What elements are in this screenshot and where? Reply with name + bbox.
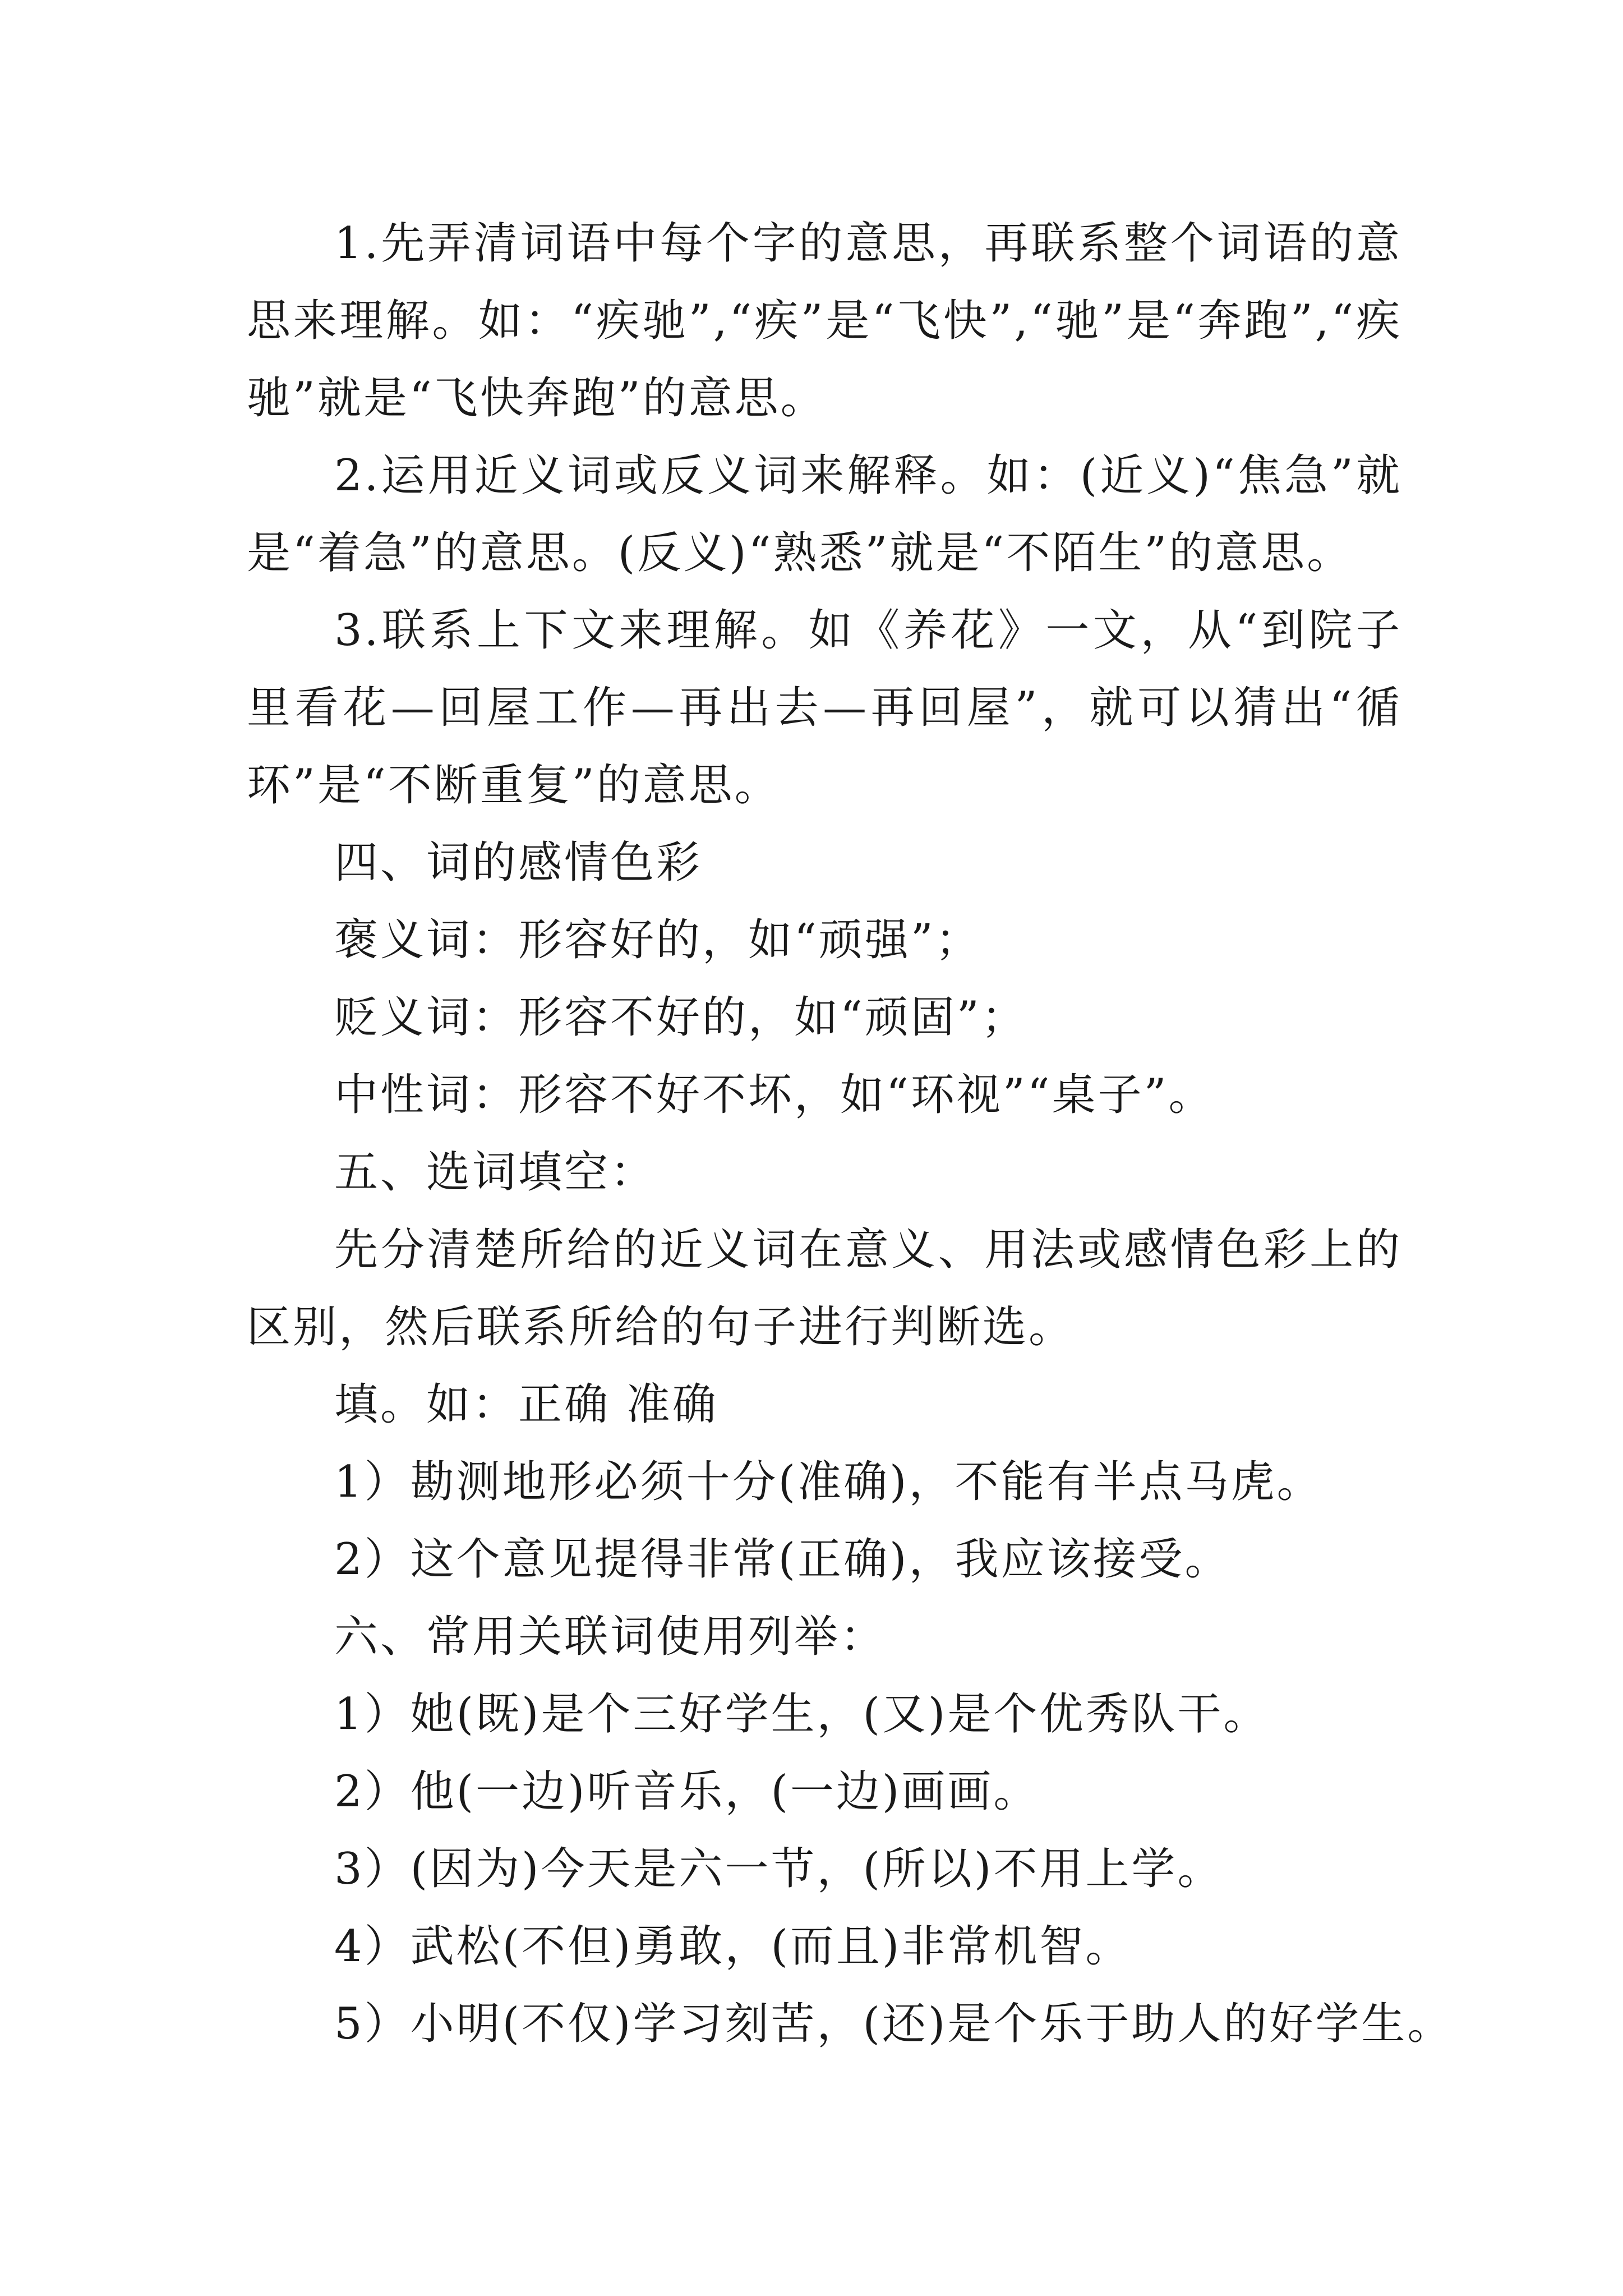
document-body (247, 205, 1454, 2063)
list-item: 3）(因为)今天是六一节，(所以)不用上学。 (334, 1844, 1224, 1894)
list-item: 贬义词：形容不好的，如“顽固”； (334, 992, 1027, 1043)
example-intro: 填。如：正确 准确 (334, 1379, 718, 1430)
paragraph-context: 3.联系上下文来理解。如《养花》一文，从“到院子里看花—回屋工作—再出去—再回屋”，就可以猜出“循环”是“不断重复”的意思。 (247, 605, 1402, 811)
section-heading-conjunctions: 六、常用关联词使用列举： (334, 1612, 887, 1662)
list-item: 4）武松(不但)勇敢，(而且)非常机智。 (334, 1921, 1132, 1972)
paragraph-synonym-antonym: 2.运用近义词或反义词来解释。如：(近义)“焦急”就是“着急”的意思。(反义)“熟悉”就是“不陌生”的意思。 (247, 450, 1402, 578)
list-item: 2）这个意见提得非常(正确)，我应该接受。 (334, 1534, 1231, 1585)
section-heading-sentiment: 四、词的感情色彩 (334, 838, 703, 888)
list-item: 褒义词：形容好的，如“顽强”； (334, 915, 981, 965)
paragraph-word-meaning: 1.先弄清词语中每个字的意思，再联系整个词语的意思来理解。如：“疾驰”,“疾”是“飞快”,“驰”是“奔跑”,“疾驰”就是“飞快奔跑”的意思。 (247, 218, 1402, 424)
list-item: 中性词：形容不好不坏，如“环视”“桌子”。 (334, 1070, 1215, 1120)
section-heading-fill-blank: 五、选词填空： (334, 1147, 657, 1198)
paragraph-fill-blank-instructions: 先分清楚所给的近义词在意义、用法或感情色彩上的区别，然后联系所给的句子进行判断选。 (247, 1225, 1402, 1352)
list-item: 1）勘测地形必须十分(准确)，不能有半点马虎。 (334, 1457, 1323, 1507)
list-item: 2）他(一边)听音乐，(一边)画画。 (334, 1766, 1040, 1817)
list-item: 1）她(既)是个三好学生，(又)是个优秀队干。 (334, 1689, 1270, 1740)
list-item: 5）小明(不仅)学习刻苦，(还)是个乐于助人的好学生。 (334, 1999, 1454, 2049)
